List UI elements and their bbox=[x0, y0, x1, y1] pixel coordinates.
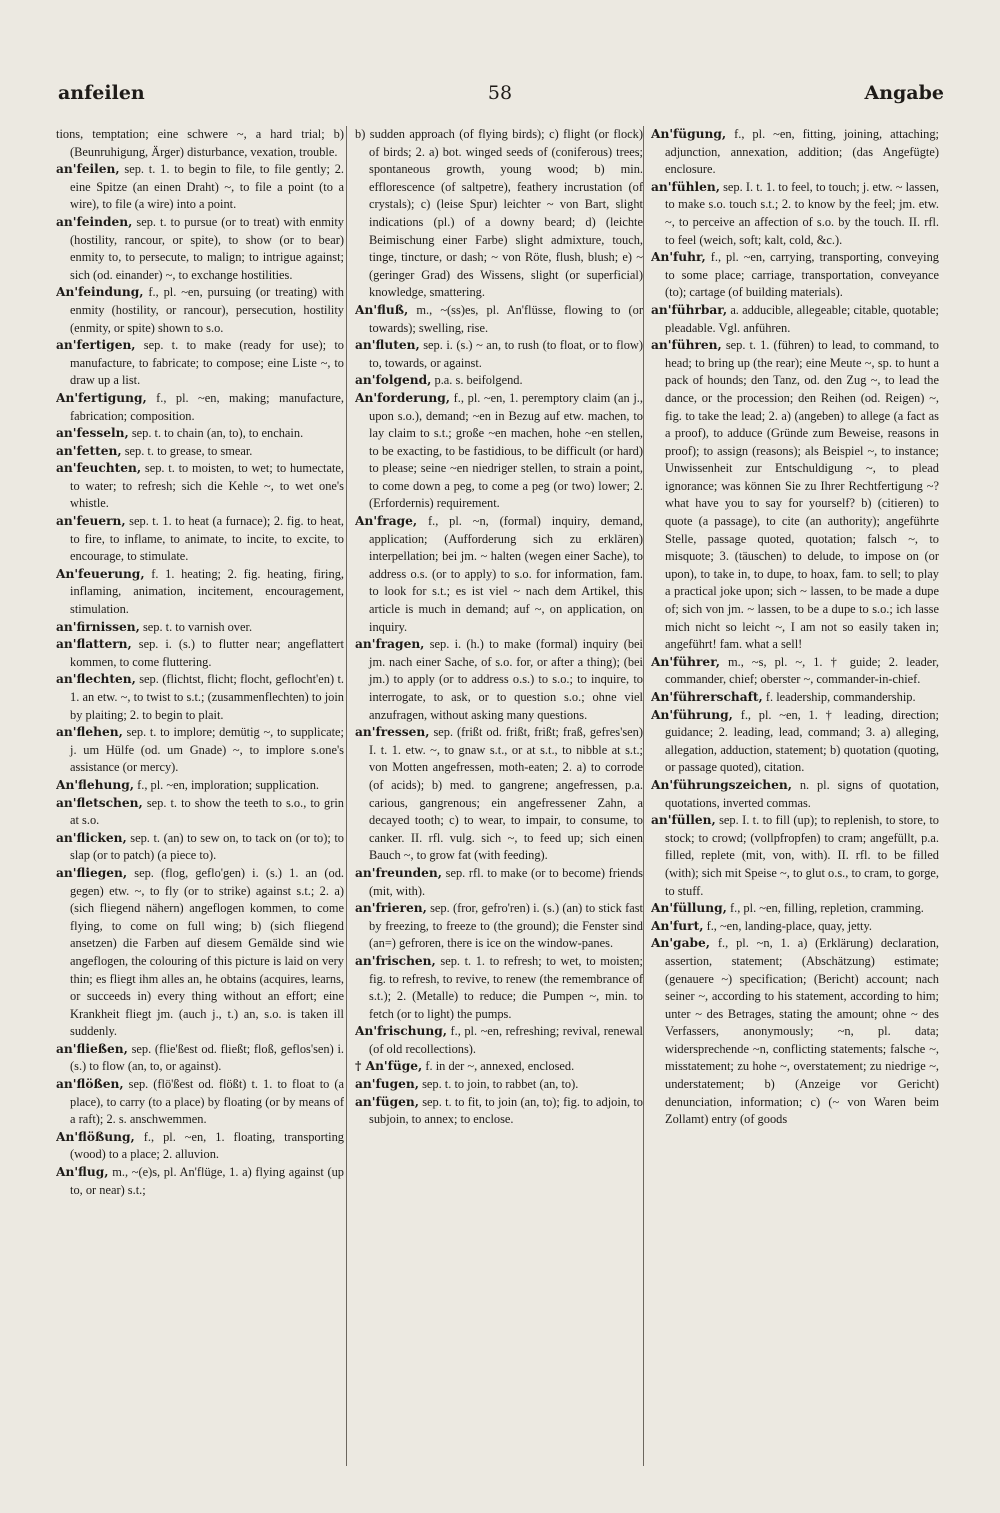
dictionary-entry bbox=[355, 1023, 643, 1058]
entry-definition: sep. t. 1. to heat (a furnace); 2. fig. to heat, to fire, to inflame, to animate, to incite, to excite, to encourage, to stimulate. bbox=[70, 514, 344, 564]
entry-headword: an'fügen, bbox=[355, 1094, 419, 1109]
entry-definition: sep. (frißt od. frißt, frißt; fraß, gefres'sen) I. t. 1. etw. ~, to gnaw s.t., or at s.t., to nibble at s.t.; von Motten angefressen, moth-eaten; 2. a) to corrode (of acids); b) med. to gangrene; angefressen, p.a. carious, gangrenous; ein angefressener Zahn, a decayed tooth; c) to wear, to impair, to consume, to canker. II. rfl. vulg. sich ~, to feed up; sich einen Bauch ~, to grow fat (with feeding). bbox=[369, 725, 643, 863]
entry-headword: An'furt, bbox=[651, 918, 704, 933]
entry-definition: f., pl. ~en, making; manufacture, fabrication; composition. bbox=[70, 390, 344, 423]
entry-headword: an'fetten, bbox=[56, 443, 122, 458]
entry-headword: an'fließen, bbox=[56, 1041, 128, 1056]
entry-definition: sep. I. t. to fill (up); to replenish, to store, to stock; to crowd; (vollpfropfen) to cram; angefüllt, p.a. filled, replete (mit, von, with). II. rfl. to be filled (with); sich mit Speise ~, to glut o.s., to cram, to gorge, to stuff. bbox=[665, 813, 939, 898]
entry-definition: sep. t. to make (ready for use); to manufacture, to fabricate; to compose; eine Liste ~, to draw up a list. bbox=[70, 338, 344, 388]
entry-headword: an'firnissen, bbox=[56, 619, 140, 634]
entry-definition: sep. (flog, geflo'gen) i. (s.) 1. an (od. gegen) etw. ~, to fly (or to strike) against s.t.; 2. a) (sich fliegend nähern) angeflogen kommen, to come flying, to come on full wing; b) (sich fliegend ansetzen) die Farben auf diesem Gemälde sind wie angeflogen, the colouring of this picture is laid on very thin; es fliegt ihm alles an, he obtains (acquires, learns, or succeeds in) every thing without an effort; eine Krankheit fliegt jm. (auch j., t.) an, s.o. is taken ill suddenly. bbox=[70, 865, 344, 1039]
dictionary-entry bbox=[651, 654, 939, 689]
entry-definition: m., ~(e)s, pl. An'flüge, 1. a) flying against (up to, or near) s.t.; bbox=[70, 1165, 344, 1197]
column-right bbox=[651, 126, 939, 1472]
entry-definition: sep. t. to join, to rabbet (an, to). bbox=[422, 1077, 579, 1092]
entry-definition: a. adducible, allegeable; citable, quotable; pleadable. Vgl. anführen. bbox=[665, 302, 939, 335]
entry-definition: f., pl. ~en, carrying, transporting, conveying to some place; carriage, transportation, conveyance (to); cartage (of building materials). bbox=[665, 250, 939, 300]
dictionary-entry bbox=[355, 1058, 643, 1076]
dictionary-entry bbox=[56, 724, 344, 777]
dictionary-entry bbox=[355, 900, 643, 953]
entry-headword: an'feuern, bbox=[56, 514, 126, 529]
dictionary-entry bbox=[56, 443, 344, 461]
entry-headword: an'fliegen, bbox=[56, 865, 128, 880]
entry-headword: an'fertigen, bbox=[56, 338, 136, 353]
entry-definition: f., pl. ~en, imploration; supplication. bbox=[137, 777, 319, 792]
entry-headword: an'fressen, bbox=[355, 725, 430, 740]
dictionary-entry bbox=[56, 337, 344, 390]
dictionary-entry bbox=[355, 636, 643, 724]
entry-definition: m., ~s, pl. ~, 1. † guide; 2. leader, commander, chief; oberster ~, commander-in-chief. bbox=[665, 654, 939, 687]
dictionary-entry bbox=[56, 830, 344, 865]
dictionary-entry bbox=[56, 1076, 344, 1129]
entry-definition: p.a. s. beifolgend. bbox=[434, 373, 523, 388]
dictionary-entry bbox=[355, 1094, 643, 1129]
entry-headword: an'flicken, bbox=[56, 830, 127, 845]
entry-headword: An'gabe, bbox=[651, 936, 710, 951]
entry-headword: An'führungszeichen, bbox=[651, 777, 792, 792]
entry-definition: f., pl. ~en, 1. floating, transporting (wood) to a place; 2. alluvion. bbox=[70, 1129, 344, 1162]
entry-definition: sep. t. to pursue (or to treat) with enmity (hostility, rancour, or spite), to show (or to bear) enmity to, to persecute, to malign; to intrigue against; sich (od. einander) ~, to exchange hostilities. bbox=[70, 214, 344, 282]
entry-headword: an'fühlen, bbox=[651, 179, 720, 194]
entry-definition: sep. i. (h.) to make (formal) inquiry (bei jm. nach einer Sache, of s.o. for, or after a thing); (bei jm.) to apply (or to address o.s.) to s.o.; to inquire, to interrogate, to ask, or to question s.o.; ohne viel anzufragen, without asking many questions. bbox=[369, 637, 643, 722]
dictionary-entry bbox=[56, 777, 344, 795]
entry-definition: sep. t. to implore; demütig ~, to supplicate; j. um Hülfe (od. um Gnade) ~, to implore s.one's assistance (or mercy). bbox=[70, 725, 344, 775]
entry-headword: An'flehung, bbox=[56, 777, 135, 792]
entry-definition: f., pl. ~en, fitting, joining, attaching; adjunction, annexation, addition; (das Angefügte) enclosure. bbox=[665, 127, 939, 177]
entry-definition: sep. (flie'ßest od. fließt; floß, geflos'sen) i. (s.) to flow (an, to, or against). bbox=[70, 1041, 344, 1074]
dictionary-entry bbox=[56, 425, 344, 443]
entry-definition: sep. t. 1. to refresh; to wet, to moisten; fig. to refresh, to revive, to renew (the remembrance of s.t.); 2. (Metalle) to reduce; die Pumpen ~, min. to fetch (or to light) the pumps. bbox=[369, 953, 643, 1021]
dictionary-entry bbox=[651, 337, 939, 654]
entry-definition: f., pl. ~n, (formal) inquiry, demand, application; (Aufforderung sich zu erklären) interpellation; bei jm. ~ halten (wegen einer Sache), to address o.s. (or to apply) to s.o. for information, fam. to look for s.t.; es ist viel ~ nach dem Artikel, this article is much in demand; auf ~, on application, on inquiry. bbox=[369, 514, 643, 634]
dictionary-entry bbox=[56, 566, 344, 619]
dictionary-entry bbox=[56, 161, 344, 214]
entry-definition: sep. t. to chain (an, to), to enchain. bbox=[131, 426, 304, 441]
entry-headword: an'fesseln, bbox=[56, 426, 129, 441]
entry-headword: an'feinden, bbox=[56, 214, 133, 229]
dictionary-entry bbox=[651, 707, 939, 777]
dictionary-entry bbox=[56, 1041, 344, 1076]
dictionary-entry bbox=[56, 795, 344, 830]
entry-headword: An'füllung, bbox=[651, 901, 727, 916]
entry-headword: an'fletschen, bbox=[56, 795, 143, 810]
dictionary-entry bbox=[355, 953, 643, 1023]
entry-headword: An'fluß, bbox=[355, 302, 409, 317]
entry-definition: sep. t. to varnish over. bbox=[142, 619, 253, 634]
entry-definition: sep. rfl. to make (or to become) friends (mit, with). bbox=[369, 865, 643, 898]
entry-definition: f., pl. ~en, 1. peremptory claim (an j., upon s.o.), demand; ~en in Bezug auf etw. machen, to lay claim to s.t.; große ~en machen, hohe ~en stellen, to be exacting, to be fastidious, to be difficult (or hard) to please; seine ~en niedriger stellen, to strain a point, to come down a peg, to come a peg (or two) lower; 2. (Erfordernis) requirement. bbox=[369, 390, 643, 511]
entry-definition: sep. I. t. 1. to feel, to touch; j. etw. ~ lassen, to make s.o. touch s.t.; 2. to know by the feel; jm. etw. ~, to perceive an affection of s.o. by the touch. II. rfl. to feel (weich, soft; kalt, cold, &c.). bbox=[665, 179, 939, 247]
dictionary-entry bbox=[651, 935, 939, 1129]
dictionary-entry bbox=[56, 214, 344, 284]
entry-definition: sep. i. (s.) to flutter near; angeflattert kommen, to come fluttering. bbox=[70, 637, 344, 669]
entry-definition: sep. t. 1. (führen) to lead, to command, to head; to bring up (the rear); eine Meute ~, sp. to hunt a pack of hounds; den Tanz, od. den Zug ~, to lead the dance, or the procession; den Reihen (od. Reigen) ~, fig. to take the lead; 2. a) (angeben) to allege (a fact as a proof), to adduce (Gründe zum Beweise, reasons in proof); to assign (reasons); als Beispiel ~, to instance; Unwissenheit zur Entschuldigung ~, to plead ignorance; was können Sie zu Ihrer Rechtfertigung ~? what have you to say for yourself? b) (citieren) to quote (a passage), to cite (an authority); angeführte Stelle, passage quoted, quotation; falsch ~, to misquote; 3. (täuschen) to delude, to impose on (or upon), to take in, to dupe, to hoax, fam. to sell; to play a practical joke upon; sich ~ lassen, to be made a dupe of; sich von jm. ~ lassen, to be a dupe to s.o.; ich lasse mich nicht so leicht ~, I am not so easily taken in; angeführt! fam. what a sell! bbox=[665, 338, 939, 652]
entry-definition: sep. (flö'ßest od. flößt) t. 1. to float to (a place), to carry (to a place) by floating (or by means of a raft); 2. s. anschwemmen. bbox=[70, 1077, 344, 1127]
entry-headword: An'frage, bbox=[355, 514, 418, 529]
entry-headword: An'fuhr, bbox=[651, 250, 706, 265]
entry-definition: tions, temptation; eine schwere ~, a hard trial; b) (Beunruhigung, Ärger) disturbance, vexation, trouble. bbox=[56, 127, 344, 159]
entry-headword: an'feilen, bbox=[56, 162, 120, 177]
entry-definition: sep. (fror, gefro'ren) i. (s.) (an) to stick fast by freezing, to freeze to (the ground); die Fenster sind (an=) gefroren, there is ice on the window-panes. bbox=[369, 901, 643, 951]
entry-definition: f. leadership, commandership. bbox=[765, 690, 916, 704]
dictionary-entry bbox=[56, 1129, 344, 1164]
dictionary-entry bbox=[355, 865, 643, 900]
dictionary-entry bbox=[56, 865, 344, 1041]
entry-headword: An'frischung, bbox=[355, 1024, 447, 1039]
entry-headword: an'flößen, bbox=[56, 1077, 124, 1092]
entry-headword: an'feuchten, bbox=[56, 461, 142, 476]
entry-headword: An'führerschaft, bbox=[651, 690, 763, 704]
entry-definition: sep. (flichtst, flicht; flocht, geflocht'en) t. 1. an etw. ~, to twist to s.t.; (zusammenflechten) to join by plaiting; 2. to begin to plait. bbox=[70, 672, 344, 722]
dictionary-entry bbox=[56, 460, 344, 513]
dictionary-entry bbox=[56, 671, 344, 724]
entry-definition: sep. t. to moisten, to wet; to humectate, to water; to refresh; sich die Kehle ~, to wet one's whistle. bbox=[70, 461, 344, 511]
dictionary-entry bbox=[651, 812, 939, 900]
dictionary-entry bbox=[56, 619, 344, 637]
entry-headword: An'flößung, bbox=[56, 1129, 135, 1144]
dictionary-entry bbox=[355, 302, 643, 337]
dictionary-entry bbox=[651, 900, 939, 918]
column-left bbox=[56, 126, 344, 1472]
entry-headword: an'flattern, bbox=[56, 637, 132, 652]
entry-headword: an'füllen, bbox=[651, 813, 716, 828]
entry-definition: b) sudden approach (of flying birds); c) flight (or flock) of birds; 2. a) bot. winged seeds of (coniferous) trees; spontaneous growth, young wood; b) min. efflorescence (of saltpetre), feathery incrustation (of crystals); c) (leise Spur) leichter ~ von Bart, slight indications (pl.) of a downy beard; d) (leichte Beimischung einer Farbe) slight admixture, touch, tinge, tincture, or dash; ~ von Röte, flush, blush; e) ~ (geringer Grad) des Wissens, slight (or superficial) knowledge, smattering. bbox=[355, 127, 643, 300]
dictionary-entry bbox=[56, 284, 344, 337]
column-rule bbox=[643, 126, 644, 1466]
entry-definition: sep. t. 1. to begin to file, to file gently; 2. eine Spitze (an einen Draht) ~, to file a point (to a wire), to file (a wire) into a point. bbox=[70, 162, 344, 212]
entry-definition: f., pl. ~n, 1. a) (Erklärung) declaration, assertion, statement; (Abschätzung) estimate; (genauere ~) specification; (Bericht) account; nach seiner ~, according to his statement, according to him; unter ~ des Betrages, stating the amount; ohne ~ des Verfassers, anonymously; ~n, pl. data; widersprechende ~n, conflicting statements; falsche ~, misstatement; zu hohe ~, overstatement; zu niedrige ~, understatement; b) (Anzeige vor Gericht) denunciation, information; c) (~ von Waren beim Zollamt) entry (of goods bbox=[665, 936, 939, 1127]
entry-definition: f., pl. ~en, 1. † leading, direction; guidance; 2. leading, lead, command; 3. a) alleging, allegation, adduction, statement; b) quotation (quoting, or passage quoted), citation. bbox=[665, 707, 939, 775]
dictionary-entry bbox=[651, 689, 939, 707]
entry-definition: f., pl. ~en, refreshing; revival, renewal (of old recollections). bbox=[369, 1024, 643, 1056]
head-left-word: anfeilen bbox=[58, 82, 145, 104]
entry-headword: An'fügung, bbox=[651, 127, 727, 141]
entry-headword: An'führer, bbox=[651, 654, 720, 669]
entry-headword: an'freunden, bbox=[355, 865, 443, 880]
entry-headword: an'fugen, bbox=[355, 1077, 419, 1092]
page-number: 58 bbox=[487, 82, 513, 104]
entry-headword: an'führen, bbox=[651, 338, 722, 353]
entry-headword: an'fluten, bbox=[355, 338, 420, 353]
entry-headword: † An'füge, bbox=[355, 1059, 423, 1074]
entry-definition: sep. t. to show the teeth to s.o., to grin at s.o. bbox=[70, 795, 344, 828]
entry-definition: f., pl. ~en, filling, repletion, cramming. bbox=[730, 901, 924, 916]
dictionary-entry bbox=[355, 372, 643, 390]
dictionary-entry bbox=[355, 724, 643, 865]
dictionary-entry bbox=[651, 918, 939, 936]
entry-headword: An'fertigung, bbox=[56, 390, 147, 405]
entry-definition: n. pl. signs of quotation, quotations, inverted commas. bbox=[665, 777, 939, 810]
dictionary-entry bbox=[355, 337, 643, 372]
column-middle bbox=[355, 126, 643, 1472]
entry-headword: an'flechten, bbox=[56, 672, 136, 687]
entry-definition: sep. t. to fit, to join (an, to); fig. to adjoin, to subjoin, to annex; to enclose. bbox=[369, 1094, 643, 1127]
entry-headword: An'feuerung, bbox=[56, 566, 145, 581]
entry-headword: an'frieren, bbox=[355, 901, 427, 916]
dictionary-entry bbox=[56, 390, 344, 425]
dictionary-entry bbox=[355, 126, 643, 302]
entry-headword: An'führung, bbox=[651, 707, 733, 722]
entry-definition: sep. t. (an) to sew on, to tack on (or to); to slap (or to patch) (a piece to). bbox=[70, 830, 344, 863]
entry-definition: m., ~(ss)es, pl. An'flüsse, flowing to (or towards); swelling, rise. bbox=[369, 302, 643, 335]
dictionary-entry bbox=[651, 302, 939, 337]
dictionary-entry bbox=[651, 777, 939, 812]
dictionary-entry bbox=[355, 513, 643, 636]
entry-headword: An'feindung, bbox=[56, 285, 144, 300]
entry-definition: f., ~en, landing-place, quay, jetty. bbox=[706, 918, 872, 933]
dictionary-entry bbox=[56, 636, 344, 671]
entry-headword: an'folgend, bbox=[355, 373, 432, 388]
entry-definition: f., pl. ~en, pursuing (or treating) with enmity (hostility, or rancour), persecution, hostility (enmity, or spite) shown to s.o. bbox=[70, 285, 344, 335]
entry-definition: f. in der ~, annexed, enclosed. bbox=[425, 1059, 575, 1074]
dictionary-entry bbox=[651, 249, 939, 302]
entry-headword: An'flug, bbox=[56, 1165, 109, 1180]
entry-definition: f. 1. heating; 2. fig. heating, firing, inflaming, animation, incitement, encouragement, stimulation. bbox=[70, 566, 344, 617]
dictionary-entry bbox=[56, 513, 344, 566]
entry-headword: an'fragen, bbox=[355, 637, 425, 652]
dictionary-entry bbox=[651, 126, 939, 179]
entry-definition: sep. i. (s.) ~ an, to rush (to float, or to flow) to, towards, or against. bbox=[369, 338, 643, 370]
dictionary-entry bbox=[56, 1164, 344, 1199]
dictionary-entry bbox=[355, 1076, 643, 1094]
column-rule bbox=[346, 126, 347, 1466]
dictionary-entry bbox=[651, 179, 939, 249]
running-head bbox=[0, 82, 1000, 108]
entry-headword: an'flehen, bbox=[56, 725, 123, 740]
entry-definition: sep. t. to grease, to smear. bbox=[124, 443, 253, 458]
dictionary-entry bbox=[355, 390, 643, 513]
entry-headword: An'forderung, bbox=[355, 390, 451, 405]
entry-headword: an'führbar, bbox=[651, 302, 728, 317]
entry-headword: an'frischen, bbox=[355, 953, 436, 968]
dictionary-entry bbox=[56, 126, 344, 161]
head-right-word: Angabe bbox=[864, 82, 944, 104]
